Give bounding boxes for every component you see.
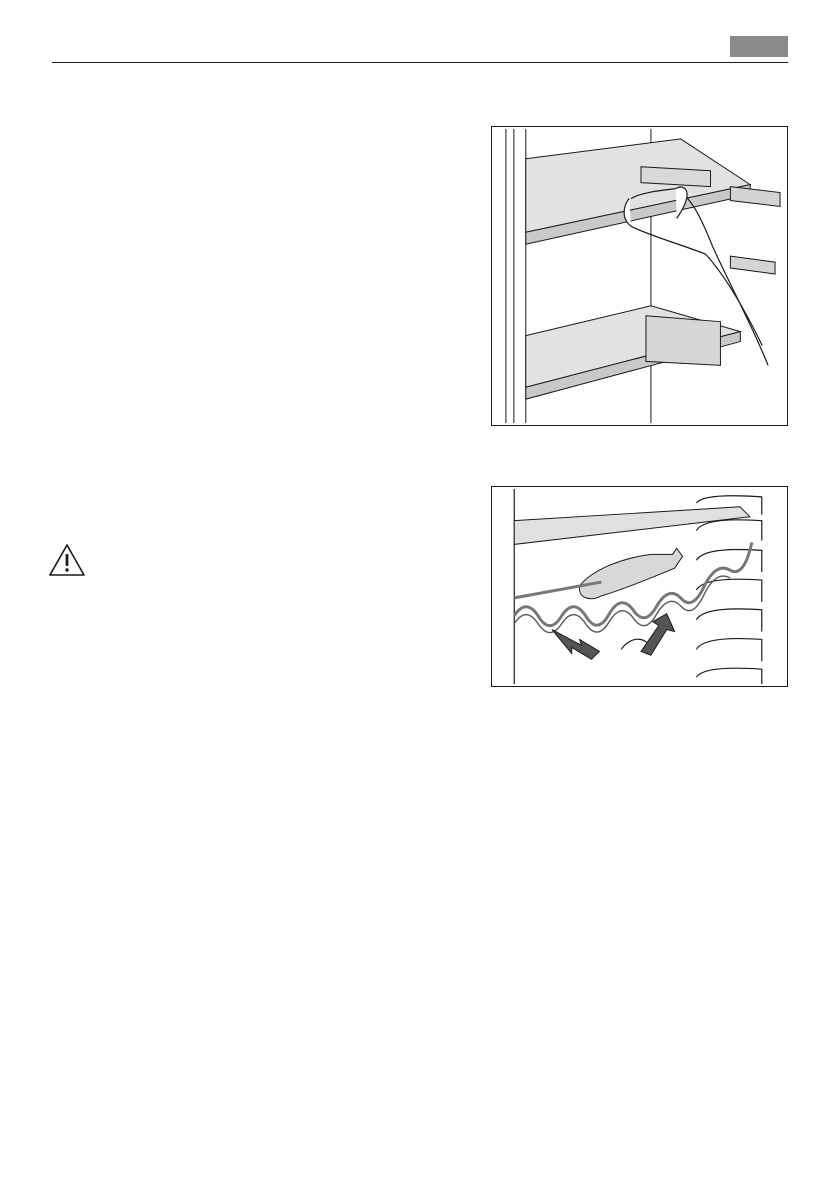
bottle-rack-illustration bbox=[491, 486, 788, 687]
warning-triangle-icon bbox=[47, 542, 87, 578]
language-tab bbox=[730, 36, 788, 57]
header-rule bbox=[52, 62, 788, 63]
shelf-removal-illustration bbox=[491, 126, 788, 426]
